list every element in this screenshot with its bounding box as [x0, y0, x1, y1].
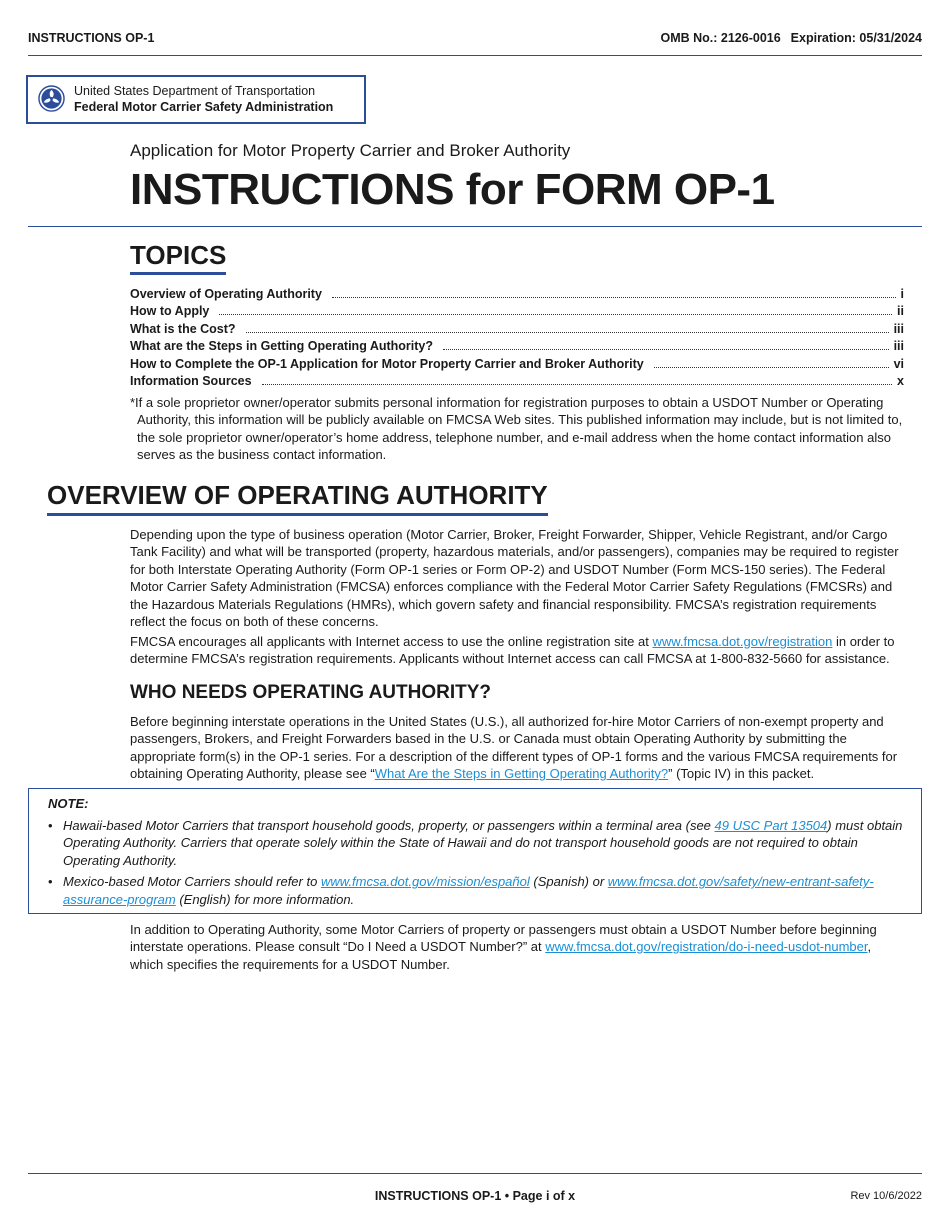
agency-department: United States Department of Transportation: [74, 84, 316, 98]
who-text-pre: Before beginning interstate operations in the United States (U.S.), all authorized for-hire Motor Carriers of non-exempt property and passengers, Brokers, and Freight Forwarders based in the U.S. or Canada must obtain Operating Authority by submitting the appropriate form(s) in the OP-1 series. For a description of the different types of OP-1 forms and the various FMCSA requirements for obtaining Operating Authority, please see “: [130, 714, 898, 782]
toc-item[interactable]: [130, 374, 904, 391]
registration-paragraph: [130, 633, 905, 668]
toc-leader: [246, 332, 889, 333]
header-rule: [28, 55, 922, 56]
toc-leader: [219, 314, 892, 315]
dot-logo-icon: [38, 85, 65, 112]
overview-heading: OVERVIEW OF OPERATING AUTHORITY: [47, 480, 548, 516]
footer-revision: Rev 10/6/2022: [850, 1190, 922, 1202]
usdot-link[interactable]: www.fmcsa.dot.gov/registration/do-i-need-usdot-number: [545, 939, 868, 955]
note-list: [48, 817, 904, 912]
toc-leader: [262, 384, 893, 385]
bullet: •: [48, 818, 53, 833]
toc-item[interactable]: [130, 304, 904, 321]
toc-item-page: iii: [893, 339, 904, 354]
expiration-date: Expiration: 05/31/2024: [790, 31, 922, 45]
toc-item-title: What are the Steps in Getting Operating Authority?: [130, 339, 434, 354]
bullet: •: [48, 874, 53, 890]
new-entrant-link[interactable]: www.fmcsa.dot.gov/safety/new-entrant-safety-assurance-program: [63, 874, 874, 907]
document-subtitle: Application for Motor Property Carrier and Broker Authority: [130, 141, 571, 160]
footer-rule: [28, 1173, 922, 1174]
mexico-text-post: (English) for more information.: [175, 891, 355, 907]
table-of-contents: [130, 287, 904, 391]
note-box: [28, 788, 922, 914]
toc-item-page: i: [900, 287, 904, 301]
list-item: [48, 873, 904, 908]
usdot-paragraph: [130, 921, 905, 973]
toc-item-title: Overview of Operating Authority: [130, 287, 322, 301]
toc-item-page: vi: [893, 356, 904, 371]
usdot-text-pre: In addition to Operating Authority, some Motor Carriers of property or passengers must obtain a USDOT Number before beginning interstate operations. Please consult “Do I Need a USDOT Number?” at: [130, 922, 877, 955]
toc-leader: [443, 349, 889, 350]
header-form-id: INSTRUCTIONS OP-1: [28, 31, 155, 45]
list-item: [48, 817, 904, 869]
toc-item-title: How to Complete the OP-1 Application for Motor Property Carrier and Broker Authority: [130, 356, 644, 371]
who-needs-heading: WHO NEEDS OPERATING AUTHORITY?: [130, 682, 491, 703]
toc-leader: [332, 297, 896, 298]
hawaii-text-pre: Hawaii-based Motor Carriers that transport household goods, property, or passengers within a terminal area (see: [63, 818, 715, 833]
toc-item-title: What is the Cost?: [130, 321, 236, 336]
registration-text-post: in order to determine FMCSA’s registration requirements. Applicants without Internet access can call FMCSA at 1-800-832-5660 for assistance.: [130, 634, 895, 667]
toc-item[interactable]: [130, 287, 904, 304]
omb-number: OMB No.: 2126-0016: [660, 31, 781, 45]
document-title: INSTRUCTIONS for FORM OP-1: [130, 165, 775, 214]
toc-item[interactable]: [130, 322, 904, 339]
title-rule: [28, 226, 922, 227]
privacy-footnote: *If a sole proprietor owner/operator submits personal information for registration purposes to obtain a USDOT Number or Operating Authority, this information will be publicly available on FMCSA Web sites. This published information may include, but is not limited to, the sole proprietor owner/operator’s home address, telephone number, and e-mail address when the home contact information also serves as the business contact information.: [130, 395, 903, 463]
registration-text-pre: FMCSA encourages all applicants with Internet access to use the online registration site at: [130, 634, 653, 649]
toc-item-page: iii: [893, 321, 904, 336]
toc-item[interactable]: [130, 339, 904, 356]
toc-leader: [654, 367, 889, 368]
who-text-post: ” (Topic IV) in this packet.: [668, 766, 815, 782]
note-label: NOTE:: [48, 796, 89, 811]
footer-page-number: INSTRUCTIONS OP-1 • Page i of x: [374, 1189, 576, 1203]
toc-item-title: Information Sources: [130, 373, 252, 388]
topics-heading: TOPICS: [130, 240, 226, 275]
toc-item-page: x: [897, 373, 904, 388]
who-needs-paragraph: [130, 713, 905, 783]
mexico-text-pre: Mexico-based Motor Carriers should refer to: [63, 874, 321, 890]
toc-item-title: How to Apply: [130, 304, 210, 319]
usc-link[interactable]: 49 USC Part 13504: [714, 818, 828, 833]
agency-box: [26, 75, 366, 124]
agency-administration: Federal Motor Carrier Safety Administration: [74, 100, 334, 114]
overview-paragraph: Depending upon the type of business operation (Motor Carrier, Broker, Freight Forwarder, Shipper, Vehicle Registrant, and/or Cargo Tank Facility) and what will be transported (property, hazardous materials, and/or passengers), companies may be required to register for both Interstate Operating Authority (Form OP-1 series or Form OP-2) and USDOT Number (Form MCS-150 series). The Federal Motor Carrier Safety Administration (FMCSA) enforces compliance with the Federal Motor Carrier Safety Regulations (FMCSRs) and the Hazardous Materials Regulations (HMRs), which govern safety and financial responsibility. FMCSA’s registration requirements reflect the focus on both of these concerns.: [130, 527, 899, 630]
toc-item-page: ii: [897, 304, 904, 319]
spanish-link[interactable]: www.fmcsa.dot.gov/mission/español: [320, 874, 530, 890]
mexico-text-mid: (Spanish) or: [529, 874, 608, 890]
registration-link[interactable]: www.fmcsa.dot.gov/registration: [652, 634, 833, 649]
usdot-text-post: , which specifies the requirements for a USDOT Number.: [130, 939, 872, 972]
toc-item[interactable]: [130, 357, 904, 374]
hawaii-text-post: ) must obtain Operating Authority. Carriers that operate solely within the State of Hawaii and do not transport household goods are not required to obtain Operating Authority.: [63, 818, 903, 868]
header-omb-info: [660, 31, 922, 45]
steps-topic-link[interactable]: What Are the Steps in Getting Operating Authority?: [374, 766, 669, 782]
